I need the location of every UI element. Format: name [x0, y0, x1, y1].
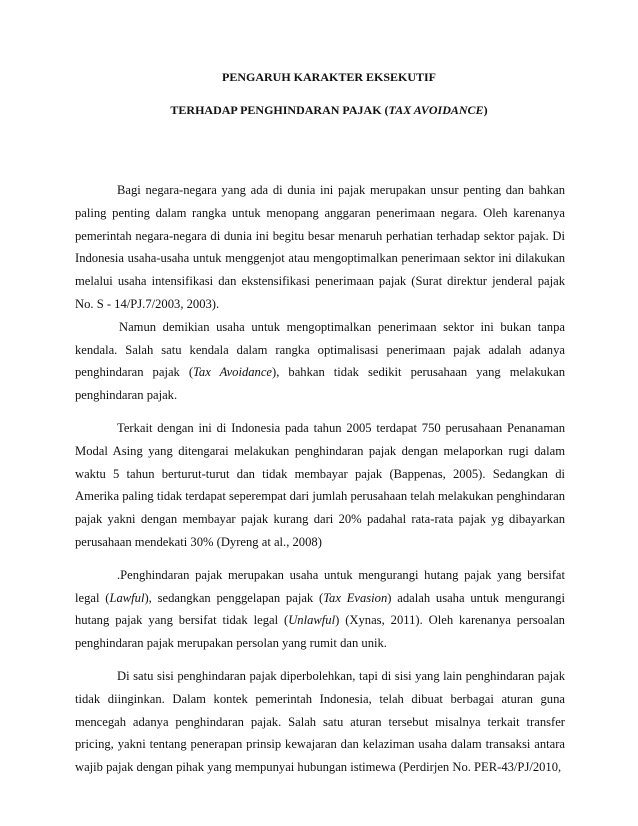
- paragraph-4: [75, 564, 565, 655]
- paragraph-2-text-b: ), bahkan tidak sedikit perusahaan yang melakukan penghindaran pajak.: [75, 365, 565, 403]
- paragraph-4-italic-unlawful: Unlawful: [288, 613, 336, 628]
- title-line2-italic: TAX AVOIDANCE: [388, 103, 484, 117]
- paragraph-4-italic-tax-evasion: Tax Evasion: [323, 590, 388, 605]
- paragraph-5-text: Di satu sisi penghindaran pajak diperbolehkan, tapi di sisi yang lain penghindaran pajak tidak diinginkan. Dalam kontek pemerintah Indonesia, telah dibuat berbagai aturan guna mencegah adanya penghindaran pajak. Salah satu aturan tersebut misalnya terkait transfer pricing, yakni tentang penerapan prinsip kewajaran dan kelaziman usaha dalam transaksi antara wajib pajak dengan pihak yang mempunyai hubungan istimewa (Perdirjen No. PER-43/PJ/2010,: [75, 668, 565, 775]
- document-title-line1: [0, 70, 638, 84]
- paragraph-1-text: Bagi negara-negara yang ada di dunia ini pajak merupakan unsur penting dan bahkan paling penting dalam rangka untuk menopang anggaran penerimaan negara. Oleh karenanya pemerintah negara-negara di dunia ini begitu besar menaruh perhatian terhadap sektor pajak. Di Indonesia usaha-usaha untuk menggenjot atau mengoptimalkan penerimaan sektor ini dilakukan melalui usaha intensifikasi dan ekstensifikasi penerimaan pajak (Surat direktur jenderal pajak No. S - 14/PJ.7/2003, 2003).: [75, 183, 565, 311]
- paragraph-2-italic: Tax Avoidance: [193, 365, 273, 380]
- paragraph-5: [75, 665, 565, 779]
- paragraph-4-text-c: ) adalah usaha untuk mengurangi hutang pajak yang bersifat tidak legal (: [75, 590, 565, 628]
- paragraph-4-text-a: .Penghindaran pajak merupakan usaha untuk mengurangi hutang pajak yang bersifat legal (: [75, 567, 565, 605]
- paragraph-4-text-b: ), sedangkan penggelapan pajak (: [144, 590, 324, 605]
- paragraph-3-text: Terkait dengan ini di Indonesia pada tahun 2005 terdapat 750 perusahaan Penanaman Modal Asing yang ditengarai melakukan penghindaran pajak dengan melaporkan rugi dalam waktu 5 tahun berturut-turut dan tidak membayar pajak (Bappenas, 2005). Sedangkan di Amerika paling tidak terdapat seperempat dari jumlah perusahaan telah melakukan penghindaran pajak yakni dengan membayar pajak kurang dari 20% padahal rata-rata pajak yg dibayarkan perusahaan mendekati 30% (Dyreng at al., 2008): [75, 420, 565, 549]
- paragraph-2: [75, 316, 565, 407]
- paragraph-4-italic-lawful: Lawful: [109, 590, 145, 605]
- paragraph-1: [75, 179, 565, 316]
- paragraph-2-text-a: Namun demikian usaha untuk mengoptimalkan penerimaan sektor ini bukan tanpa kendala. Salah satu kendala dalam rangka optimalisasi penerimaan pajak adalah adanya penghindaran pajak (: [75, 319, 565, 380]
- paragraph-4-text-d: ) (Xynas, 2011). Oleh karenanya persoalan penghindaran pajak merupakan persolan yang rumit dan unik.: [75, 613, 565, 651]
- paragraph-3: [75, 417, 565, 554]
- title-line1-text: PENGARUH KARAKTER EKSEKUTIF: [221, 70, 437, 84]
- title-line2-suffix: ): [483, 103, 488, 117]
- document-title-line2: [0, 103, 638, 117]
- document-body: [75, 179, 565, 779]
- title-line2-prefix: TERHADAP PENGHINDARAN PAJAK (: [170, 103, 389, 117]
